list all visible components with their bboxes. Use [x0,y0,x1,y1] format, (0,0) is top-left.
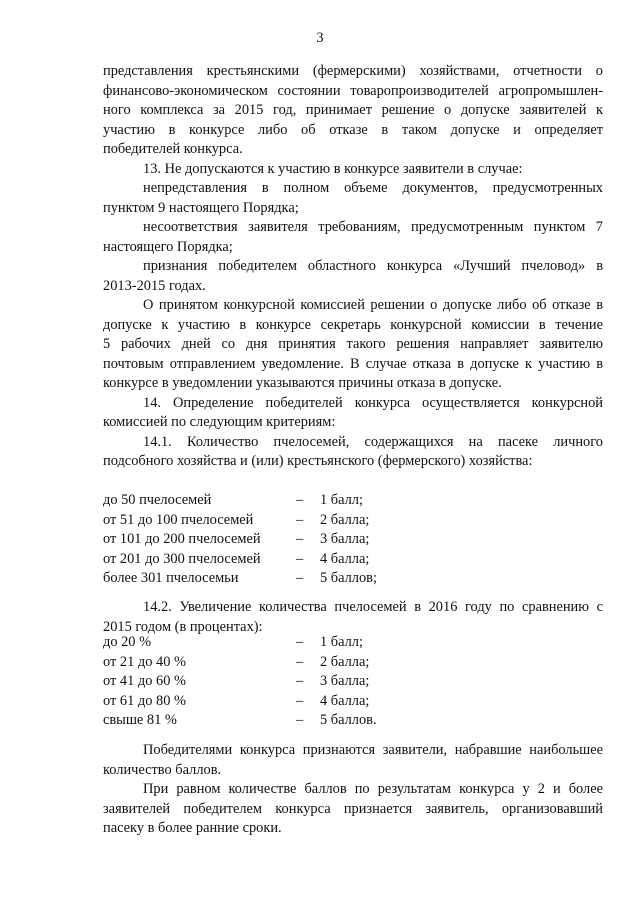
text-line: 2013-2015 годах. [103,277,206,294]
text-line: пунктом 9 настоящего Порядка; [103,199,299,216]
range-cell: до 20 % [103,634,152,650]
text-line: участию в конкурсе либо об отказе в таком допуске и определяет [103,121,603,138]
text-line: пасеку в более ранние сроки. [103,820,282,836]
score-cell: 3 балла; [320,531,370,547]
text-line: финансово-экономическом состоянии товаропроизводителей агропромышлен- [103,82,603,99]
score-table-increase [103,633,403,731]
table-row [103,569,403,589]
dash-cell: – [296,634,304,650]
score-cell: 5 баллов; [320,570,377,586]
text-line: подсобного хозяйства и (или) крестьянского (фермерского) хозяйства: [103,453,533,469]
text-line: 13. Не допускаются к участию в конкурсе заявители в случае: [143,160,523,177]
dash-cell: – [296,570,304,586]
text-line: допуске к участию в конкурсе секретарь конкурсной комиссии в течение [103,316,603,333]
table-row [103,633,403,653]
text-line: настоящего Порядка; [103,238,233,255]
dash-cell: – [296,550,304,567]
range-cell: до 50 пчелосемей [103,492,212,508]
range-cell: от 101 до 200 пчелосемей [103,531,261,547]
range-cell: от 21 до 40 % [103,653,186,670]
text-line: О принятом конкурсной комиссией решении о допуске либо об отказе в [143,297,603,313]
text-line: победителей конкурса. [103,141,243,157]
score-cell: 4 балла; [320,550,370,567]
text-line: конкурсе в уведомлении указываются причины отказа в допуске. [103,375,502,391]
table-row [103,511,403,531]
text-line: количество баллов. [103,761,222,778]
score-cell: 1 балл; [320,492,363,508]
dash-cell: – [296,712,304,728]
range-cell: от 201 до 300 пчелосемей [103,550,261,567]
page-number: 3 [316,30,324,46]
score-cell: 3 балла; [320,673,370,689]
text-line: непредставления в полном объеме документов, предусмотренных [143,180,603,196]
table-row [103,491,403,511]
table-row [103,711,403,731]
text-line: комиссией по следующим критериям: [103,414,336,430]
score-cell: 2 балла; [320,653,370,670]
text-block-winners [103,741,603,839]
text-line: При равном количестве баллов по результатам конкурса у 2 и более [143,781,603,797]
text-line: несоответствия заявителя требованиям, предусмотренным пунктом 7 [143,219,603,235]
score-cell: 1 балл; [320,634,363,650]
text-block-criteria [103,62,603,472]
score-cell: 4 балла; [320,692,370,709]
range-cell: более 301 пчелосемьи [103,570,239,586]
score-cell: 2 балла; [320,511,370,528]
dash-cell: – [296,692,304,709]
dash-cell: – [296,653,304,670]
text-line: 14.1. Количество пчелосемей, содержащихся на пасеке личного [143,433,603,450]
text-line: Победителями конкурса признаются заявители, набравшие наибольшее [143,742,603,758]
text-line: 5 рабочих дней со дня принятия такого решения направляет заявителю [103,336,603,352]
text-line: 14. Определение победителей конкурса осуществляется конкурсной [143,394,603,411]
score-cell: 5 баллов. [320,712,377,728]
table-row [103,672,403,692]
score-table-bee-colonies [103,491,403,589]
dash-cell: – [296,531,304,547]
range-cell: от 61 до 80 % [103,692,186,709]
range-cell: от 51 до 100 пчелосемей [103,511,254,528]
dash-cell: – [296,492,304,508]
text-line: представления крестьянскими (фермерскими) хозяйствами, отчетности о [103,63,603,79]
range-cell: от 41 до 60 % [103,673,186,689]
text-line: ного комплекса за 2015 год, принимает решение о допуске заявителей к [103,102,603,118]
table-row [103,530,403,550]
text-line: 14.2. Увеличение количества пчелосемей в 2016 году по сравнению с [143,599,603,615]
dash-cell: – [296,511,304,528]
text-line: заявителей победителем конкурса признается заявитель, организовавший [103,800,603,817]
text-block-increase [103,598,603,637]
table-row [103,653,403,673]
dash-cell: – [296,673,304,689]
range-cell: свыше 81 % [103,712,177,728]
text-line: почтовым отправлением уведомление. В случае отказа в допуске к участию в [103,355,603,372]
text-line: признания победителем областного конкурса «Лучший пчеловод» в [143,258,603,274]
table-row [103,692,403,712]
text-line: 2015 годом (в процентах): [103,618,263,635]
table-row [103,550,403,570]
